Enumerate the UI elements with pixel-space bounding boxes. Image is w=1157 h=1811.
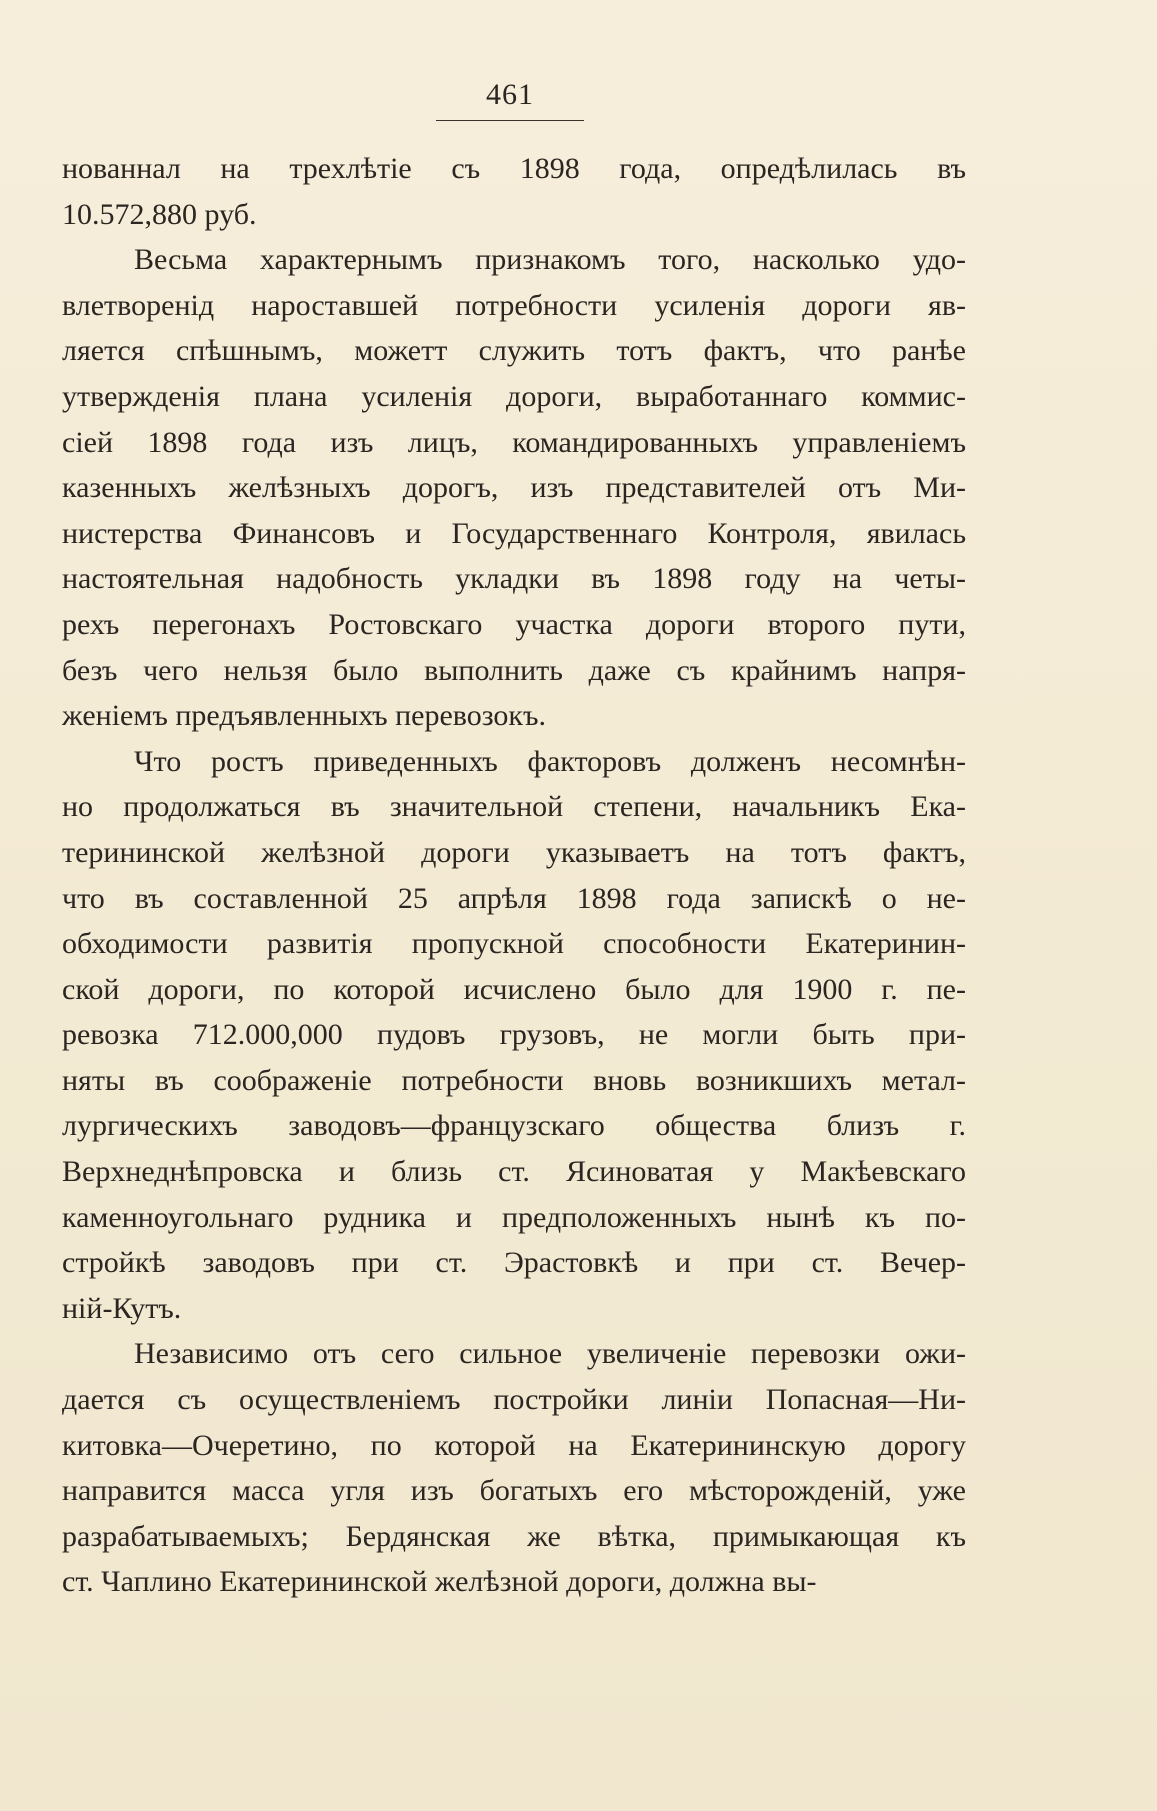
text-line: стройкѣ заводовъ при ст. Эрастовкѣ и при ст. Вечер- xyxy=(62,1246,966,1280)
text-line: сіей 1898 года изъ лицъ, командированныхъ управленіемъ xyxy=(62,425,966,459)
text-line: обходимости развитія пропускной способности Екатеринин- xyxy=(62,927,966,961)
text-line: утвержденія плана усиленія дороги, выработаннаго коммис- xyxy=(62,379,966,413)
text-line: казенныхъ желѣзныхъ дорогъ, изъ представителей отъ Ми- xyxy=(62,471,966,505)
text-line: Весьма характернымъ признакомъ того, насколько удо- xyxy=(134,243,966,277)
text-line: няты въ соображеніе потребности вновь возникшихъ метал- xyxy=(62,1063,966,1097)
text-line: ляется спѣшнымъ, можетт служить тотъ фактъ, что ранѣе xyxy=(62,334,966,368)
paragraph xyxy=(62,237,966,739)
text-line: женіемъ предъявленныхъ перевозокъ. xyxy=(62,699,546,733)
text-line: лургическихъ заводовъ—французскаго общества близъ г. xyxy=(62,1109,966,1143)
text-line: разрабатываемыхъ; Бердянская же вѣтка, примыкающая къ xyxy=(62,1519,966,1553)
text-line: китовка—Очеретино, по которой на Екатерининскую дорогу xyxy=(62,1428,966,1462)
text-line: терининской желѣзной дороги указываетъ на тотъ фактъ, xyxy=(62,835,966,869)
paragraph xyxy=(62,739,966,1332)
text-line: ній-Кутъ. xyxy=(62,1291,182,1325)
text-line: ст. Чаплино Екатерининской желѣзной дороги, должна вы- xyxy=(62,1565,817,1599)
text-line: каменноугольнаго рудника и предположенныхъ нынѣ къ по- xyxy=(62,1200,966,1234)
text-line: влетворенід нароставшей потребности усиленія дороги яв- xyxy=(62,288,966,322)
paragraph xyxy=(62,1331,966,1605)
paragraph xyxy=(62,146,966,237)
header-rule xyxy=(436,120,584,121)
text-line: нованнал на трехлѣтіе съ 1898 года, опредѣлилась въ xyxy=(62,152,966,185)
text-line: ревозка 712.000,000 пудовъ грузовъ, не могли быть при- xyxy=(62,1018,966,1052)
page-number: 461 xyxy=(486,78,534,111)
body-text xyxy=(62,146,966,1605)
text-line: рехъ перегонахъ Ростовскаго участка дороги второго пути, xyxy=(62,607,966,641)
text-line: 10.572,880 руб. xyxy=(62,197,257,231)
text-line: Верхнеднѣпровска и близь ст. Ясиноватая у Макѣевскаго xyxy=(62,1155,966,1189)
text-line: но продолжаться въ значительной степени, начальникъ Ека- xyxy=(62,790,966,824)
text-line: нистерства Финансовъ и Государственнаго Контроля, явилась xyxy=(62,516,966,550)
text-line: безъ чего нельзя было выполнить даже съ крайнимъ напря- xyxy=(62,653,966,687)
text-line: Независимо отъ сего сильное увеличеніе перевозки ожи- xyxy=(134,1337,966,1371)
text-line: что въ составленной 25 апрѣля 1898 года запискѣ о не- xyxy=(62,881,966,915)
text-line: Что ростъ приведенныхъ факторовъ долженъ несомнѣн- xyxy=(134,744,966,778)
text-line: ской дороги, по которой исчислено было для 1900 г. пе- xyxy=(62,972,966,1006)
text-line: направится масса угля изъ богатыхъ его мѣсторожденій, уже xyxy=(62,1474,966,1508)
text-line: настоятельная надобность укладки въ 1898 году на четы- xyxy=(62,562,966,596)
text-line: дается съ осуществленіемъ постройки линіи Попасная—Ни- xyxy=(62,1383,966,1417)
